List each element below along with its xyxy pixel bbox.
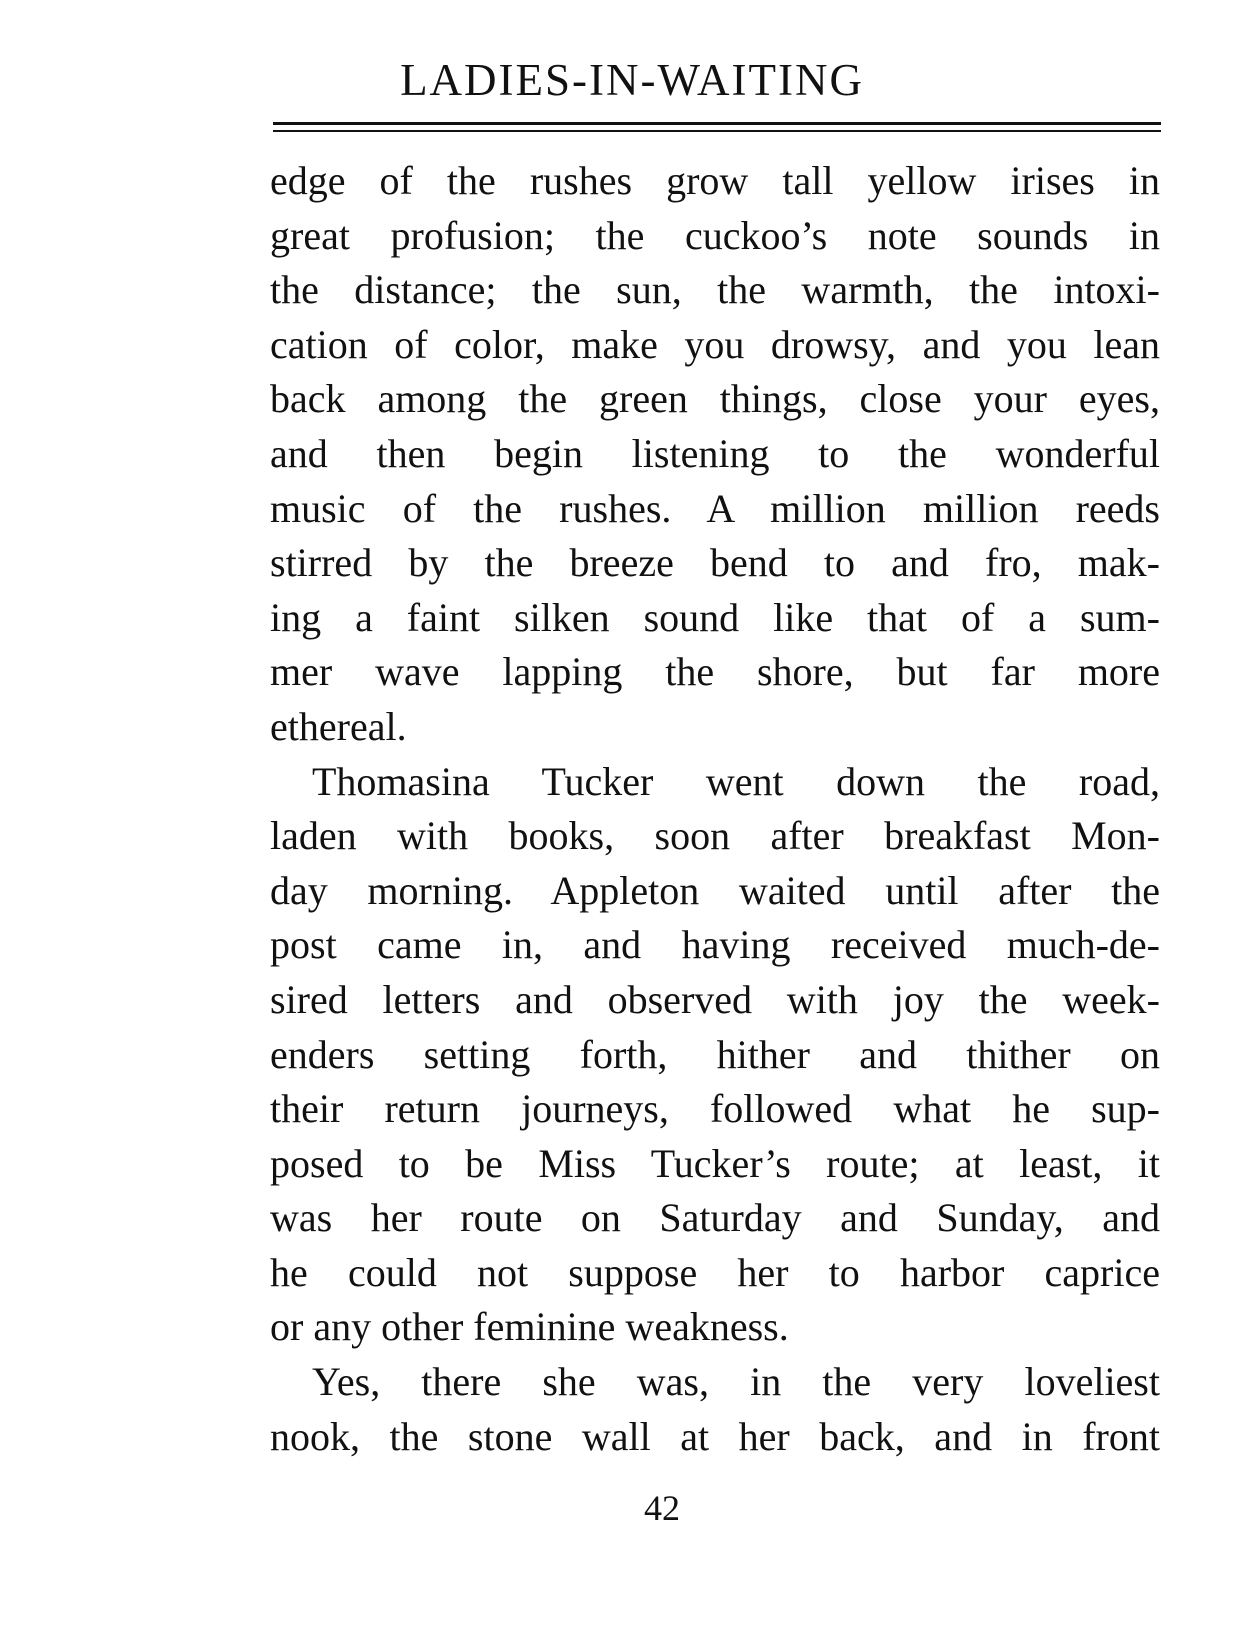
text-line: nook, the stone wall at her back, and in front <box>270 1413 1160 1459</box>
text-line: their return journeys, followed what he sup- <box>270 1086 1160 1132</box>
text-line: post came in, and having received much-de- <box>270 922 1160 968</box>
text-line: edge of the rushes grow tall yellow irises in <box>270 158 1160 203</box>
text-line: Yes, there she was, in the very loveliest <box>312 1359 1160 1405</box>
text-line: enders setting forth, hither and thither on <box>270 1031 1160 1077</box>
page-number: 42 <box>644 1488 680 1528</box>
text-line: the distance; the sun, the warmth, the intoxi- <box>270 267 1160 313</box>
text-line: day morning. Appleton waited until after the <box>270 867 1160 913</box>
text-line: laden with books, soon after breakfast Mon- <box>270 813 1160 859</box>
text-line: ing a faint silken sound like that of a sum- <box>270 594 1160 640</box>
text-line: stirred by the breeze bend to and fro, mak- <box>270 540 1160 586</box>
header-rule-bottom <box>273 130 1161 132</box>
text-line: sired letters and observed with joy the week- <box>270 976 1160 1022</box>
running-head: LADIES-IN-WAITING <box>400 55 864 105</box>
text-line: music of the rushes. A million million reeds <box>270 485 1160 531</box>
text-line: ethereal. <box>270 703 407 749</box>
text-line: great profusion; the cuckoo’s note sounds in <box>270 212 1160 258</box>
text-line: he could not suppose her to harbor caprice <box>270 1249 1160 1295</box>
text-line: was her route on Saturday and Sunday, and <box>270 1195 1160 1241</box>
header-rule-top <box>273 122 1161 125</box>
text-line: cation of color, make you drowsy, and you lean <box>270 321 1160 367</box>
text-line: or any other feminine weakness. <box>270 1304 789 1350</box>
text-line: posed to be Miss Tucker’s route; at least, it <box>270 1140 1160 1186</box>
text-line: and then begin listening to the wonderful <box>270 430 1160 476</box>
text-line: back among the green things, close your eyes, <box>270 376 1160 422</box>
text-line: Thomasina Tucker went down the road, <box>312 758 1160 804</box>
body-text <box>270 154 1160 1464</box>
text-line: mer wave lapping the shore, but far more <box>270 649 1160 695</box>
